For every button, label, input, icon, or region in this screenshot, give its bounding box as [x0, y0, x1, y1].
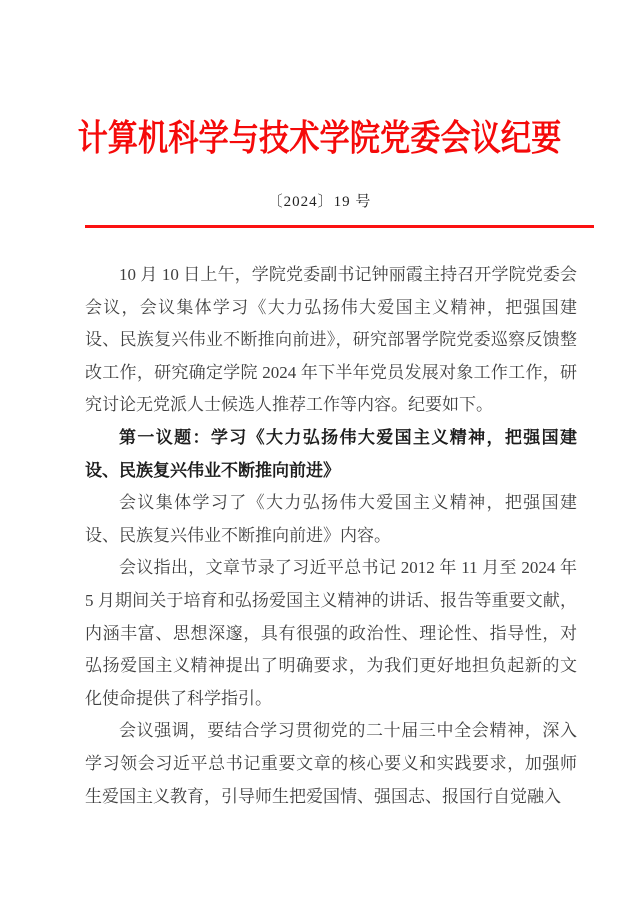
body-paragraph-intro: 10 月 10 日上午，学院党委副书记钟丽霞主持召开学院党委会会议，会议集体学习《大力弘扬伟大爱国主义精神，把强国建设、民族复兴伟业不断推向前进》，研究部署学院党委巡察反馈整改工作，研究确定学院 2024 年下半年党员发展对象工作工作，研究讨论无党派人士候选人推荐工作等内容。纪要如下。: [85, 265, 577, 415]
section-heading-topic-1: 第一议题：学习《大力弘扬伟大爱国主义精神，把强国建设、民族复兴伟业不断推向前进》: [85, 427, 577, 480]
body-paragraph-meeting-noted: 会议指出，文章节录了习近平总书记 2012 年 11 月至 2024 年 5 月期间关于培育和弘扬爱国主义精神的讲话、报告等重要文献，内涵丰富、思想深邃，具有很强的政治性、理论性、指导性，对弘扬爱国主义精神提出了明确要求，为我们更好地担负起新的文化使命提供了科学指引。: [85, 558, 577, 708]
body-paragraph-study: 会议集体学习了《大力弘扬伟大爱国主义精神，把强国建设、民族复兴伟业不断推向前进》内容。: [85, 493, 577, 545]
document-header: [0, 0, 639, 211]
document-body: [85, 259, 577, 813]
document-title: 计算机科学与技术学院党委会议纪要: [77, 118, 562, 158]
body-paragraph-meeting-emphasized: 会议强调，要结合学习贯彻党的二十届三中全会精神，深入学习领会习近平总书记重要文章的核心要义和实践要求，加强师生爱国主义教育，引导师生把爱国情、强国志、报国行自觉融入: [85, 721, 577, 806]
red-divider-line: [85, 225, 594, 228]
document-number: 〔2024〕19 号: [267, 194, 372, 210]
